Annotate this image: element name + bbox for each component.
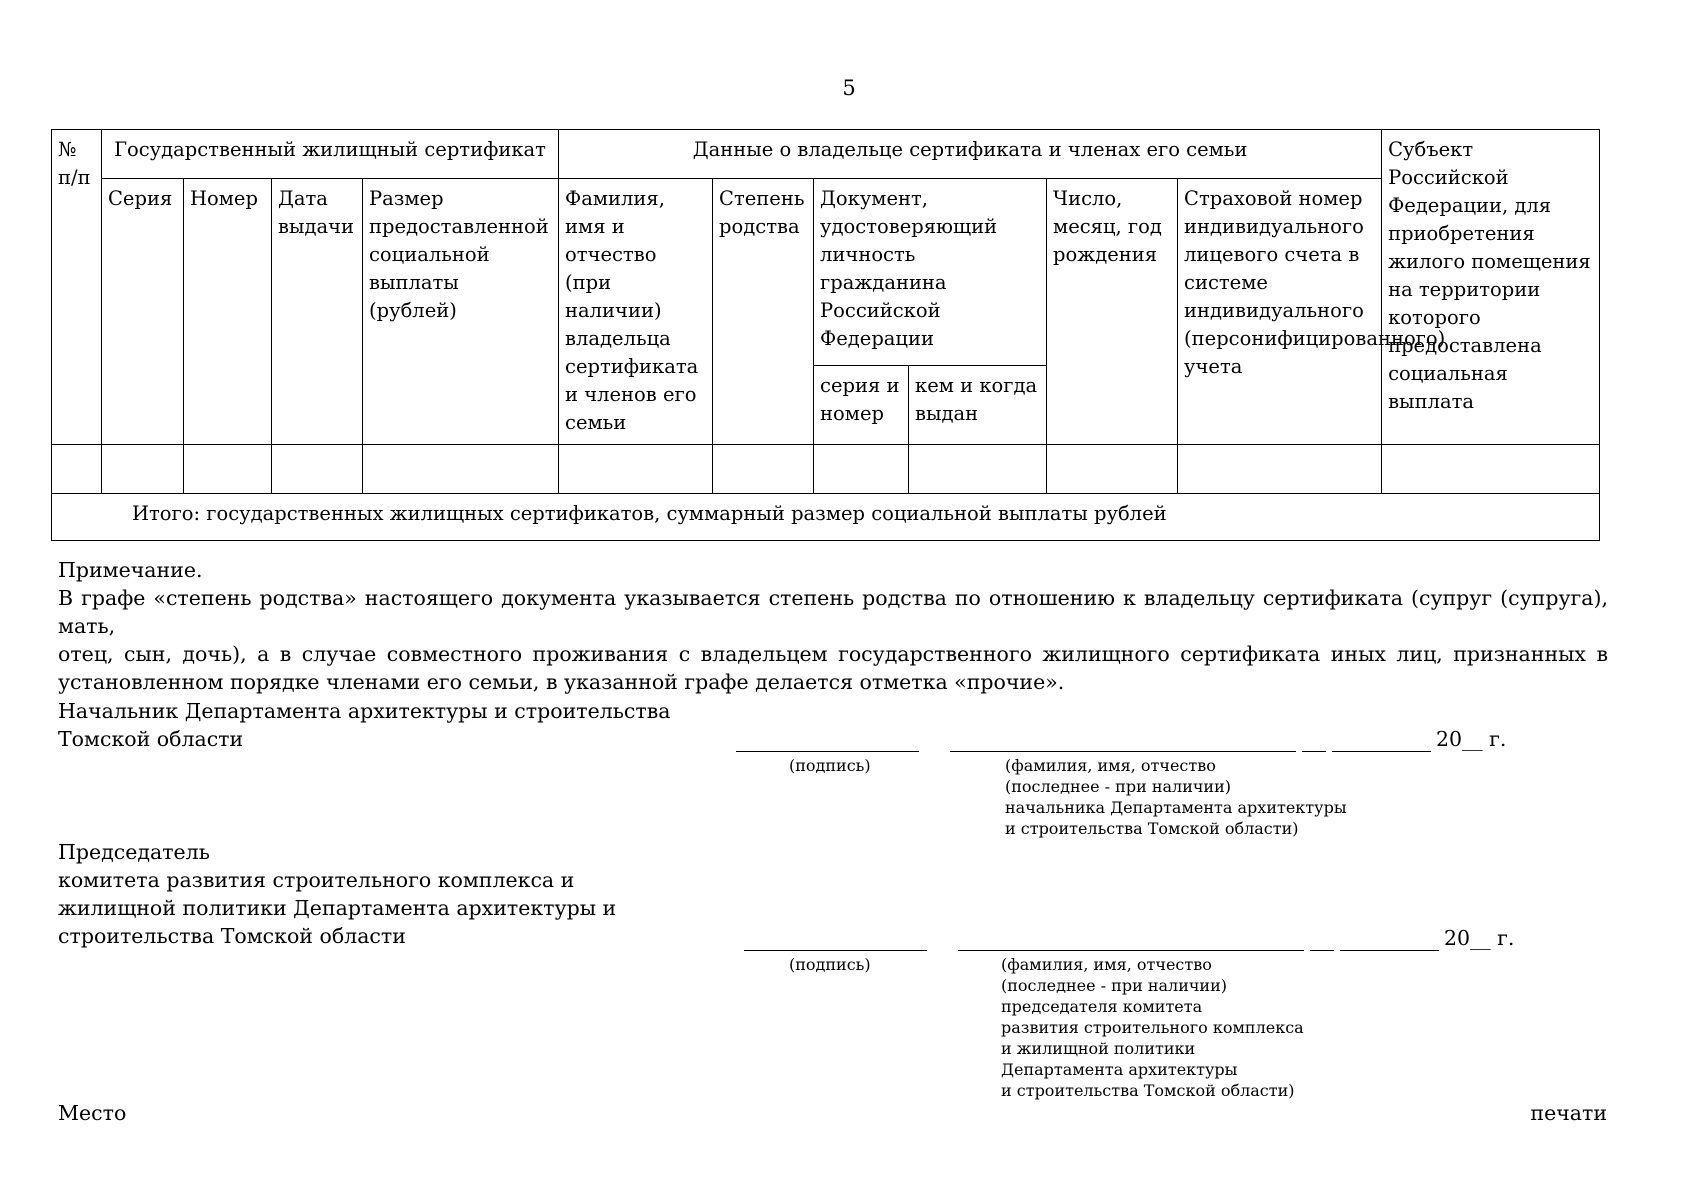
note-block [58, 556, 1608, 696]
note-line: В графе «степень родства» настоящего документа указывается степень родства по отношению к владельцу сертификата (супруг (супруга), мать, [58, 586, 1608, 638]
group-header-owner: Данные о владельце сертификата и членах его семьи [559, 130, 1382, 179]
signer2-year: 20__ г. [1444, 926, 1515, 950]
signer2-signature-line [744, 950, 927, 951]
certificates-table [51, 129, 1600, 541]
group-header-certificate: Государственный жилищный сертификат [102, 130, 559, 179]
caption-line: (фамилия, имя, отчество [1005, 756, 1216, 775]
col-header-subject: Субъект Российской Федерации, для приобретения жилого помещения на территории которого предоставлена социальная выплата [1382, 130, 1600, 445]
page-number: 5 [842, 76, 856, 100]
signer1-position-line: Томской области [58, 727, 244, 751]
caption-line: начальника Департамента архитектуры [1005, 798, 1347, 817]
signer2-name-caption [1001, 954, 1304, 1101]
signer2-position-line: Председатель [58, 840, 210, 864]
caption-line: (последнее - при наличии) [1001, 976, 1227, 995]
note-title: Примечание. [58, 558, 203, 582]
signer1-month-line [1332, 751, 1431, 752]
signer2-position-line: строительства Томской области [58, 924, 406, 948]
signer1-sign-caption: (подпись) [789, 756, 871, 775]
table-row [52, 445, 1600, 494]
caption-line: (последнее - при наличии) [1005, 777, 1231, 796]
signer1-position [58, 697, 671, 753]
col-header-series: Серия [102, 179, 184, 445]
col-header-number: № п/п [52, 130, 102, 445]
signer1-name-caption [1005, 755, 1347, 839]
stamp-place-left: Место [58, 1101, 127, 1125]
col-header-birth-date: Число, месяц, год рождения [1047, 179, 1178, 445]
col-header-doc-series: серия и номер [814, 366, 909, 445]
total-row: Итого: государственных жилищных сертификатов, суммарный размер социальной выплаты рублей [52, 494, 1600, 541]
signer2-position-line: комитета развития строительного комплекса и [58, 868, 575, 892]
signer1-year: 20__ г. [1436, 727, 1507, 751]
caption-line: развития строительного комплекса [1001, 1018, 1304, 1037]
signer2-day-line [1310, 950, 1334, 951]
caption-line: председателя комитета [1001, 997, 1203, 1016]
col-header-full-name: Фамилия, имя и отчество (при наличии) владельца сертификата и членов его семьи [559, 179, 713, 445]
signer1-day-line [1302, 751, 1326, 752]
note-line: установленном порядке членами его семьи, в указанной графе делается отметка «прочие». [58, 670, 1065, 694]
signer2-sign-caption: (подпись) [789, 955, 871, 974]
note-line: отец, сын, дочь), а в случае совместного проживания с владельцем государственного жилищного сертификата иных лиц, признанных в [58, 642, 1608, 666]
col-header-relation: Степень родства [713, 179, 814, 445]
caption-line: (фамилия, имя, отчество [1001, 955, 1212, 974]
caption-line: и строительства Томской области) [1001, 1081, 1295, 1100]
signer2-name-line [958, 950, 1304, 951]
col-header-issue-date: Дата выдачи [272, 179, 363, 445]
caption-line: и строительства Томской области) [1005, 819, 1299, 838]
col-header-cert-number: Номер [184, 179, 272, 445]
caption-line: Департамента архитектуры [1001, 1060, 1238, 1079]
stamp-place-right: печати [1530, 1101, 1607, 1125]
signer1-signature-line [736, 751, 919, 752]
signer2-position [58, 838, 616, 950]
col-header-snils: Страховой номер индивидуального лицевого счета в системе индивидуального (персонифицированного) учета [1178, 179, 1382, 445]
signer1-name-line [950, 751, 1296, 752]
signer1-position-line: Начальник Департамента архитектуры и строительства [58, 699, 671, 723]
col-header-identity-document: Документ, удостоверяющий личность гражданина Российской Федерации [814, 179, 1047, 366]
signer2-month-line [1340, 950, 1439, 951]
signer2-position-line: жилищной политики Департамента архитектуры и [58, 896, 617, 920]
col-header-doc-issued: кем и когда выдан [909, 366, 1047, 445]
col-header-payment-size: Размер предоставленной социальной выплаты (рублей) [363, 179, 559, 445]
caption-line: и жилищной политики [1001, 1039, 1196, 1058]
